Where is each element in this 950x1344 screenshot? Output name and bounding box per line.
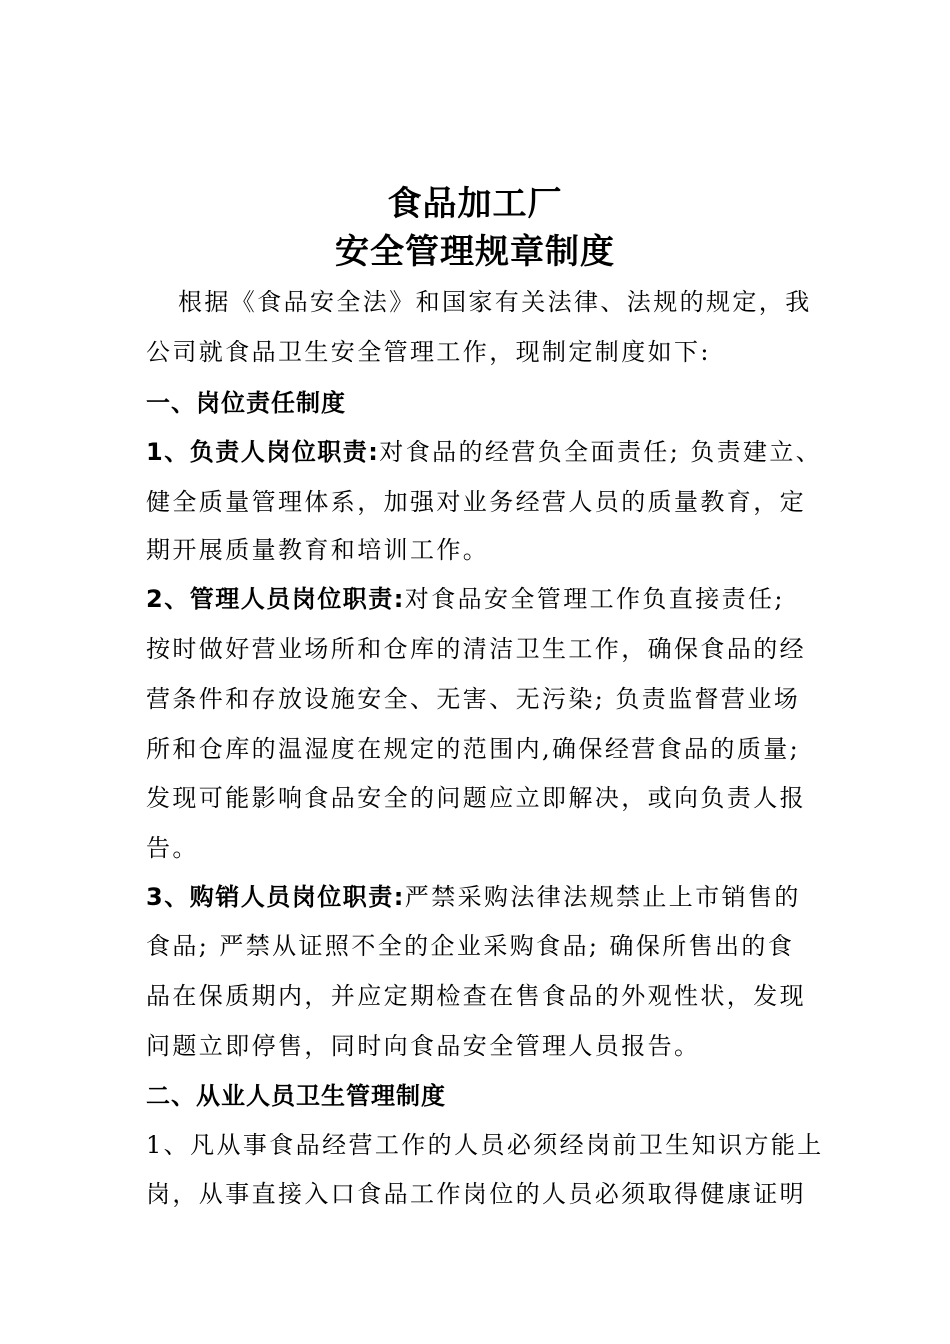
paragraph-line bbox=[146, 435, 826, 469]
section-heading: 一、岗位责任制度 bbox=[146, 389, 346, 417]
paragraph-line: 期开展质量教育和培训工作。 bbox=[146, 536, 490, 564]
item-lead: 3、购销人员岗位职责: bbox=[146, 883, 405, 911]
document-title-line1: 食品加工厂 bbox=[387, 184, 563, 224]
intro-line: 根据《食品安全法》和国家有关法律、法规的规定，我 bbox=[178, 288, 812, 316]
paragraph-line: 问题立即停售，同时向食品安全管理人员报告。 bbox=[146, 1032, 701, 1060]
paragraph-line: 营条件和存放设施安全、无害、无污染; 负责监督营业场 bbox=[146, 685, 801, 713]
item-lead: 2、管理人员岗位职责: bbox=[146, 585, 405, 613]
item-text: 严禁采购法律法规禁止上市销售的 bbox=[404, 883, 801, 911]
paragraph-line: 岗，从事直接入口食品工作岗位的人员必须取得健康证明 bbox=[146, 1180, 806, 1208]
paragraph-line bbox=[146, 582, 826, 616]
paragraph-line: 按时做好营业场所和仓库的清洁卫生工作，确保食品的经 bbox=[146, 635, 806, 663]
paragraph-line: 发现可能影响食品安全的问题应立即解决，或向负责人报 bbox=[146, 784, 806, 812]
paragraph-line: 告。 bbox=[146, 834, 199, 862]
item-text: 对食品安全管理工作负直接责任; bbox=[404, 585, 785, 613]
paragraph-line: 食品; 严禁从证照不全的企业采购食品; 确保所售出的食 bbox=[146, 932, 795, 960]
paragraph-line bbox=[146, 880, 826, 914]
paragraph-line: 1、凡从事食品经营工作的人员必须经岗前卫生知识方能上 bbox=[146, 1131, 824, 1159]
section-heading: 二、从业人员卫生管理制度 bbox=[146, 1082, 446, 1110]
paragraph-line: 品在保质期内，并应定期检查在售食品的外观性状，发现 bbox=[146, 982, 806, 1010]
intro-line: 公司就食品卫生安全管理工作，现制定制度如下: bbox=[146, 338, 711, 366]
paragraph-line: 健全质量管理体系，加强对业务经营人员的质量教育，定 bbox=[146, 488, 806, 516]
document-title-line2: 安全管理规章制度 bbox=[335, 232, 615, 272]
item-text: 对食品的经营负全面责任; 负责建立、 bbox=[379, 438, 823, 466]
item-lead: 1、负责人岗位职责: bbox=[146, 438, 380, 466]
paragraph-line: 所和仓库的温湿度在规定的范围内,确保经营食品的质量; bbox=[146, 735, 801, 763]
